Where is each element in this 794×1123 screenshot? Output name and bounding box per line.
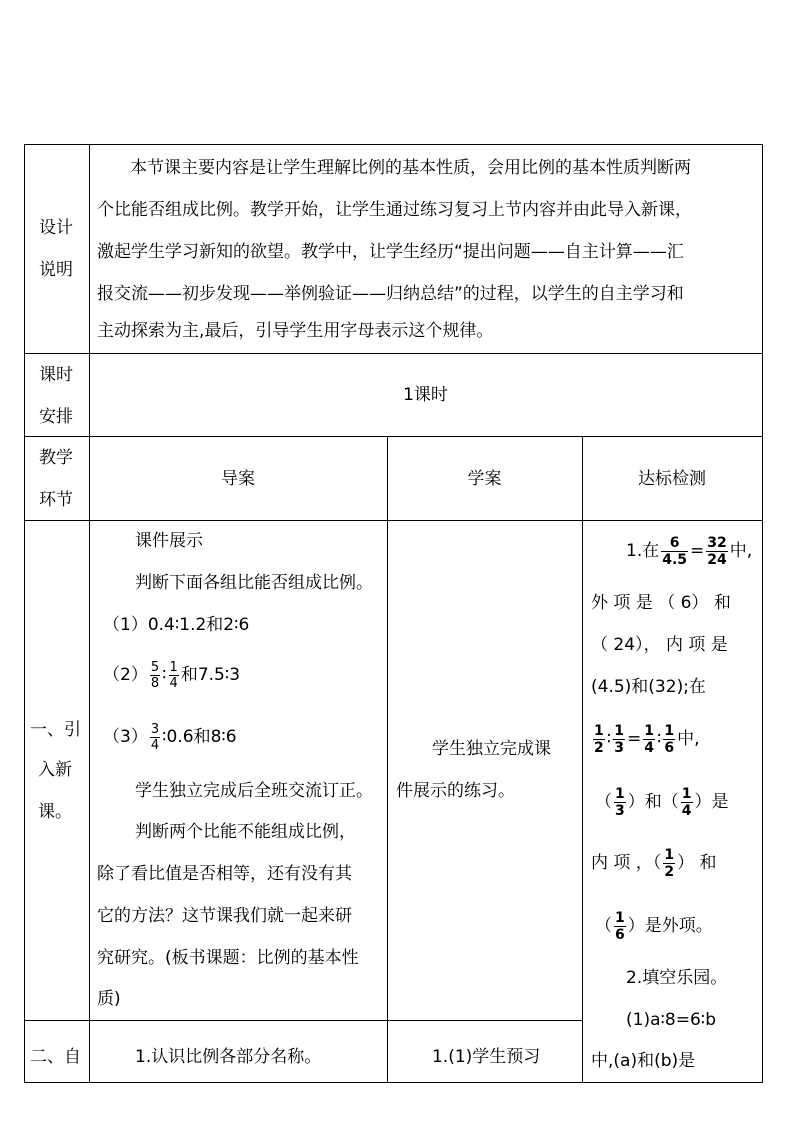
fraction [661,536,688,567]
fraction [663,848,675,879]
section1-label-line3: 课。 [38,802,72,822]
check-line: 2.填空乐园。 [626,968,728,988]
column-header-study: 学案 [467,469,502,489]
guide-line [103,654,240,696]
table-border-top [24,144,763,145]
numerator: 1 [594,722,604,739]
check-line: 外 项 是 （ 6） 和 [591,593,731,613]
check-line: （ 24）， 内 项 是 [591,635,728,655]
denominator: 2 [594,739,604,756]
check-line [626,530,752,572]
numerator: 6 [661,536,688,552]
guide-line: 课件展示 [135,531,203,551]
denominator: 4 [644,739,654,756]
numerator: 1 [681,785,692,802]
check-line [595,905,713,947]
check-text: ）和（ [627,792,679,812]
design-line: 本节课主要内容是让学生理解比例的基本性质，会用比例的基本性质判断两 [130,158,691,178]
numerator: 1 [664,846,675,863]
check-text: ∶ [606,729,612,749]
fraction [150,723,160,752]
denominator: 24 [707,551,727,568]
check-text: ）是外项。 [627,916,713,936]
guide-line: 学生独立完成后全班交流订正。 [135,781,373,801]
schedule-label-line2: 安排 [39,407,73,427]
fraction [681,787,693,818]
check-text: 1.在 [626,541,660,561]
study-line: 件展示的练习。 [396,781,515,801]
check-line [595,781,729,823]
numerator: 1 [614,722,624,739]
check-text: 中, [729,541,753,561]
guide-line: 判断下面各组比能否组成比例。 [135,573,373,593]
guide-line: 除了看比值是否相等，还有没有其 [97,864,352,884]
fraction [613,724,625,755]
check-line [591,718,700,760]
schedule-label-line1: 课时 [39,365,73,385]
design-line: 激起学生学习新知的欲望。教学中，让学生经历“提出问题——自主计算——汇 [97,242,684,262]
check-text: = [626,729,642,749]
numerator: 3 [150,721,160,737]
stage-header-line2: 环节 [39,490,73,510]
fraction [614,787,626,818]
denominator: 4 [169,675,178,691]
guide-text: （3） [103,727,148,747]
guide-line: （1）0.4∶1.2和2∶6 [103,615,250,635]
column-header-guide: 导案 [221,469,255,489]
row-divider [24,1020,583,1021]
check-text: ∶ [656,729,662,749]
schedule-value: 1课时 [403,385,448,405]
stage-header-label [29,437,83,521]
guide-line: 质) [97,989,121,1009]
schedule-label [29,354,83,438]
study-line: 1.(1)学生预习 [432,1047,541,1067]
table-border-bottom [24,1082,763,1083]
check-line [591,842,716,884]
table-border-left [24,144,25,1083]
guide-text: （2） [103,665,148,685]
fraction [643,724,655,755]
fraction [593,724,605,755]
col-divider [582,436,583,1083]
check-text: （ [595,916,612,936]
design-label-line2: 说明 [39,260,73,280]
numerator: 32 [707,534,727,551]
check-line: (4.5)和(32);在 [591,677,706,697]
check-text: （ [595,792,612,812]
guide-line: 判断两个比能不能组成比例， [135,822,356,842]
denominator: 3 [615,802,625,819]
check-line: 中,(a)和(b)是 [591,1051,696,1071]
fraction [706,536,727,567]
denominator: 4 [150,737,160,753]
fraction [614,911,626,942]
section2-label-line1: 二、自 [30,1047,81,1067]
check-text: = [690,541,705,561]
col-divider [387,436,388,1083]
design-line: 主动探索为主,最后，引导学生用字母表示这个规律。 [97,321,494,341]
denominator: 6 [664,739,675,756]
fraction [150,661,160,690]
design-label [29,207,83,291]
section1-label-line2: 入新 [38,760,72,780]
guide-text: ∶0.6和8∶6 [162,727,237,747]
section1-label-line1: 一、引 [30,720,81,740]
numerator: 1 [664,722,675,739]
fraction [169,661,179,690]
numerator: 1 [644,722,654,739]
design-label-line1: 设计 [39,218,73,238]
check-text: 中, [677,729,700,749]
table-border-right [762,144,763,1083]
denominator: 2 [664,863,675,880]
guide-line: 它的方法？这节课我们就一起来研 [97,906,352,926]
guide-line: 1.认识比例各部分名称。 [135,1047,322,1067]
numerator: 1 [615,909,625,926]
denominator: 8 [150,675,160,691]
guide-line: 究研究。(板书课题：比例的基本性 [97,948,359,968]
numerator: 5 [150,659,160,675]
design-line: 个比能否组成比例。教学开始，让学生通过练习复习上节内容并由此导入新课， [97,200,692,220]
guide-text: 和7.5∶3 [180,665,241,685]
numerator: 1 [169,659,178,675]
check-line: (1)a∶8=6∶b [626,1010,717,1030]
study-line: 学生独立完成课 [432,739,551,759]
row-divider [24,353,763,354]
guide-line [103,716,237,758]
numerator: 1 [615,785,625,802]
denominator: 3 [614,739,624,756]
check-text: 内 项 ，（ [591,853,662,873]
denominator: 6 [615,926,625,943]
check-text: ）是 [694,792,729,812]
row-divider [24,436,763,437]
column-header-check: 达标检测 [638,469,706,489]
denominator: 4.5 [662,551,688,568]
check-text: ） 和 [677,853,717,873]
stage-header-line1: 教学 [39,448,73,468]
design-line: 报交流——初步发现——举例验证——归纳总结”的过程，以学生的自主学习和 [97,284,684,304]
col-divider [89,144,90,1083]
fraction [663,724,675,755]
guide-text: ∶ [162,665,167,685]
denominator: 4 [681,802,692,819]
